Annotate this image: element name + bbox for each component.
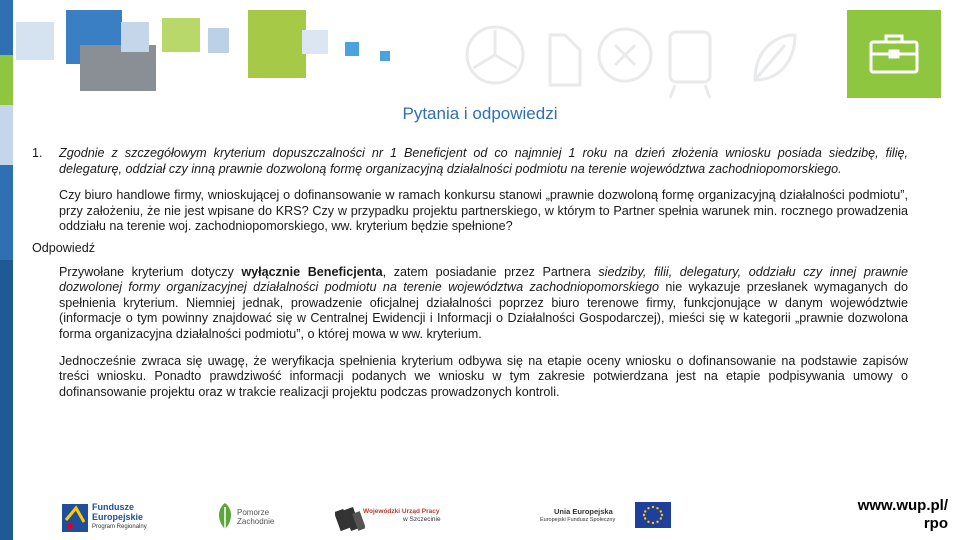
qa-content: [32, 146, 908, 400]
wup-logo: [335, 500, 480, 534]
deco-square: [162, 18, 200, 52]
deco-square: [121, 22, 149, 52]
wup-line1: Wojewódzki Urząd Pracy: [363, 508, 440, 515]
deco-square: [208, 28, 229, 53]
ue-line1: Unia Europejska: [554, 507, 613, 516]
question-number: 1.: [32, 146, 43, 160]
answer-emphasis: wyłącznie Beneficjenta: [241, 264, 383, 279]
website-link[interactable]: [836, 494, 960, 540]
answer-italic-text: siedziby, filii, delegatury, oddziału czy innej prawnie dozwolonej formy organizacyjnej działalności podmiotu na terenie województwa zachodniopomorskiego: [59, 264, 909, 295]
eu-flag-icon: [635, 502, 671, 528]
answer-label: Odpowiedź: [32, 240, 96, 255]
url-line2: rpo: [923, 515, 948, 532]
deco-square: [16, 22, 54, 60]
question-followup: Czy biuro handlowe firmy, wnioskującej o dofinansowanie w ramach konkursu stanowi „prawnie dozwoloną formę organizacyjną działalności podmiotu”, przy założeniu, że nie jest wpisane do KRS? Czy w przypadku projektu partnerskiego, w którym to Partner spełnia warunek min. rocznego prowadzenia oddziału na terenie woj. zachodniopomorskiego, ww. kryterium będzie spełnione?: [59, 188, 908, 234]
answer-text: Przywołane kryterium dotyczy: [59, 264, 242, 279]
question-text: Zgodnie z szczegółowym kryterium dopuszczalności nr 1 Beneficjent od co najmniej 1 roku na dzień złożenia wniosku posiada siedzibę, filię, delegaturę, oddział czy inną prawnie dozwoloną formę organizacyjną działalności podmiotu na terenie województwa zachodniopomorskiego.: [59, 146, 908, 176]
unia-europejska-logo: [540, 500, 680, 534]
left-accent-bar: [0, 0, 13, 540]
url-line1: www.wup.pl/: [857, 497, 948, 514]
briefcase-icon: [868, 32, 920, 76]
ue-line2: Europejski Fundusz Społeczny: [540, 517, 616, 523]
pomorze-line1: Pomorze: [237, 508, 270, 517]
deco-square: [302, 30, 328, 54]
fe-line2: Europejskie: [92, 512, 144, 522]
page-title: Pytania i odpowiedzi: [402, 104, 558, 123]
fe-logo-icon: [62, 500, 90, 534]
fundusze-europejskie-logo: [62, 498, 162, 536]
deco-square: [380, 51, 390, 61]
wup-emblem-icon: [335, 502, 365, 532]
answer-text: nie wykazuje przesłanek wymaganych do spełnienia kryterium. Niemniej jednak, prowadzenie oficjalnej działalności poprzez biuro terenowe firmy, funkcjonujące w danym województwie (informacje o tym powinny znajdować się w Centralnej Ewidencji i Informacji o Działalności Gospodarczej), mieści się w kategorii „prawnie dozwolona forma organizacyjna działalności podmiotu”, o której mowa w ww. kryterium.: [59, 280, 908, 341]
pomorze-zachodnie-logo: [215, 498, 285, 534]
deco-square: [345, 42, 359, 56]
pomorze-leaf-icon: [215, 501, 235, 531]
deco-square: [248, 10, 306, 78]
wup-line2: w Szczecinie: [403, 516, 441, 523]
fe-line1: Fundusze: [92, 502, 134, 512]
answer-paragraph-2: Jednocześnie zwraca się uwagę, że weryfikacja spełnienia kryterium odbywa się na etapie oceny wniosku o dofinansowanie na podstawie zapisów treści wniosku. Ponadto prawdziwość informacji podanych we wniosku w tym zakresie potwierdzana jest na etapie podpisywania umowy o dofinansowanie projektu oraz w trakcie realizacji projektu podczas prowadzonych kontroli.: [59, 353, 908, 399]
answer-paragraph-1: [59, 265, 908, 343]
briefcase-tile: [847, 10, 941, 98]
question-item: [32, 146, 908, 177]
answer-text: , zatem posiadanie przez Partnera: [382, 264, 599, 279]
decorative-line-icons: [455, 10, 830, 105]
fe-line3: Program Regionalny: [92, 524, 147, 530]
pomorze-line2: Zachodnie: [237, 517, 275, 526]
